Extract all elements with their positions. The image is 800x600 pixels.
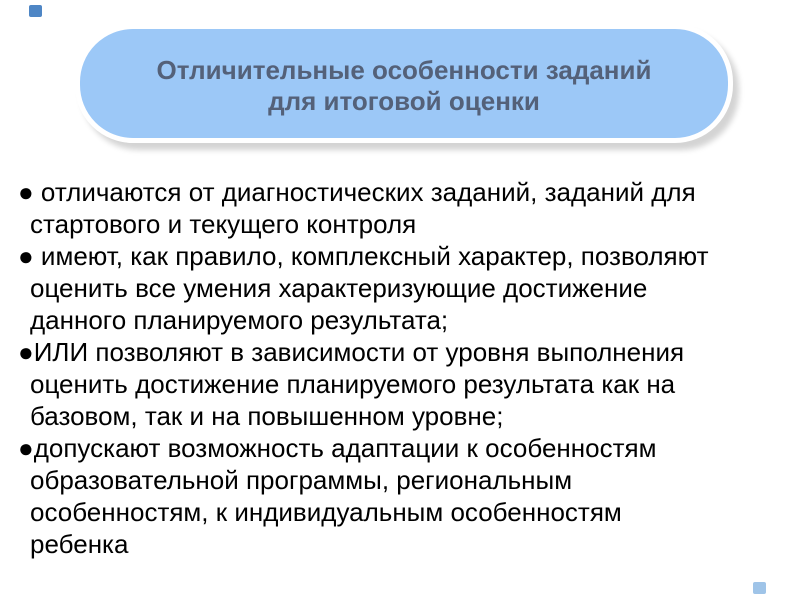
slide-title-line-2: для итоговой оценки — [268, 86, 540, 116]
continuation-line: образовательной программы, региональным — [30, 465, 573, 495]
corner-decoration-bottom-right — [753, 582, 766, 594]
slide-title-line-1: Отличительные особенности заданий — [156, 55, 652, 85]
continuation-line: оценить достижение планируемого результата как на — [30, 369, 676, 399]
corner-decoration-top-left — [29, 5, 42, 17]
bullet-line: ●допускают возможность адаптации к особенностям — [18, 433, 657, 463]
bullet-line: ●ИЛИ позволяют в зависимости от уровня выполнения — [18, 337, 685, 367]
continuation-line: базовом, так и на повышенном уровне; — [30, 401, 504, 431]
continuation-line: особенностям, к индивидуальным особенностям — [30, 497, 622, 527]
slide-body — [0, 176, 800, 560]
continuation-line: ребенка — [30, 529, 129, 559]
continuation-line: стартового и текущего контроля — [30, 209, 417, 239]
continuation-line: оценить все умения характеризующие достижение — [30, 273, 648, 303]
bullet-line: ● имеют, как правило, комплексный характер, позволяют — [18, 241, 709, 271]
continuation-line: данного планируемого результата; — [30, 305, 449, 335]
title-box — [75, 24, 733, 143]
bullet-line: ● отличаются от диагностических заданий, заданий для — [18, 177, 696, 207]
